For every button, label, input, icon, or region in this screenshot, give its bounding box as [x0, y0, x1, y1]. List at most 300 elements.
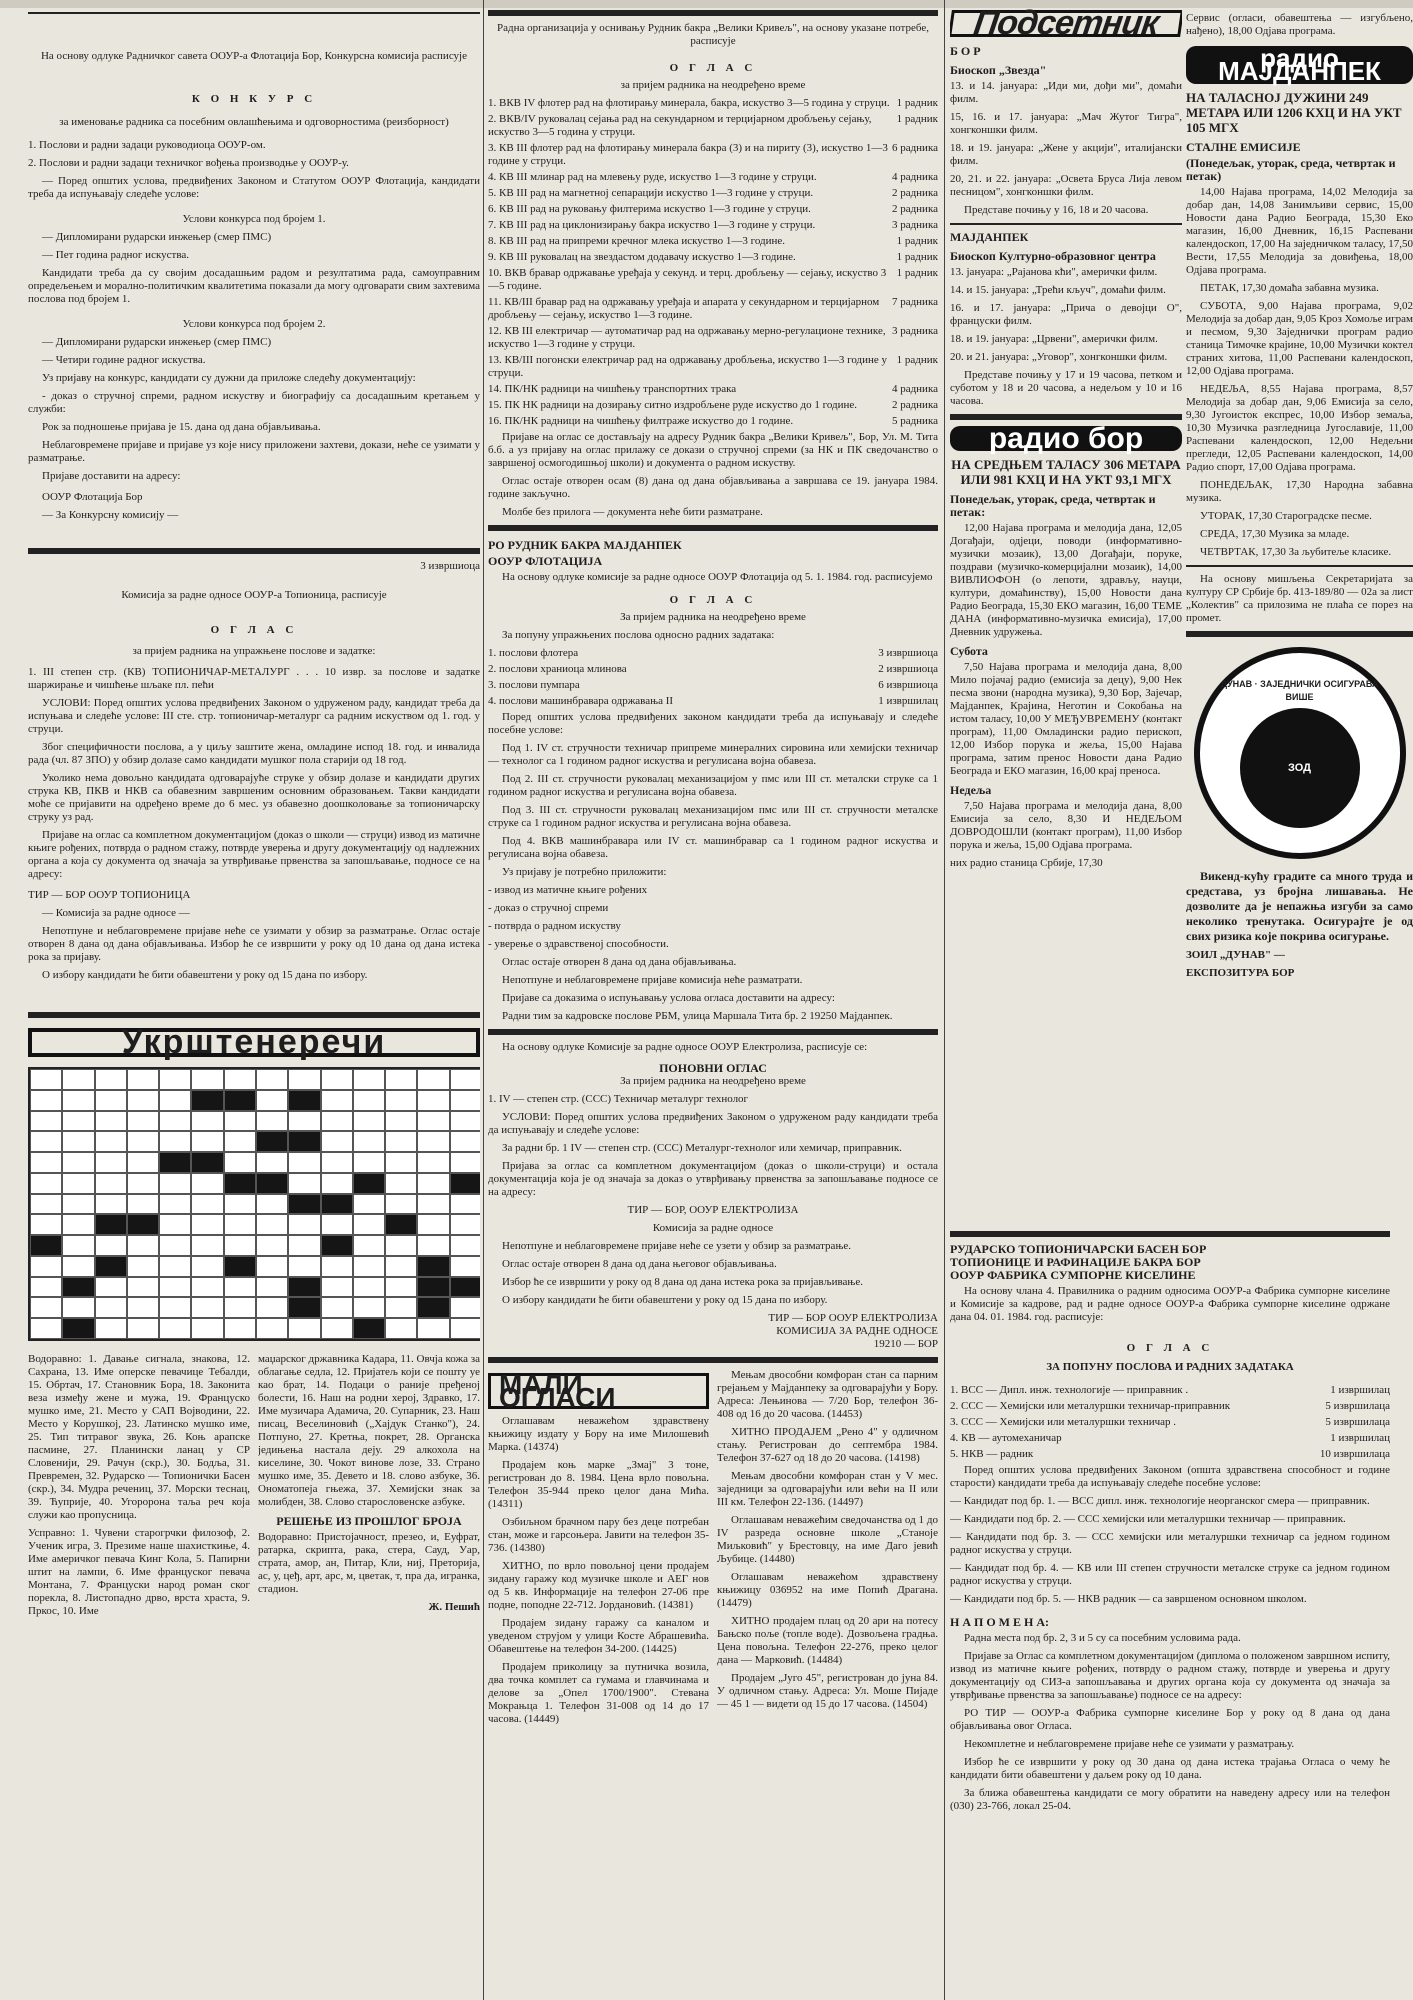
crossword-black-cell	[127, 1214, 159, 1235]
radio-majdanpek-logo: радио МАЈДАНПЕК	[1186, 46, 1413, 84]
crossword-cell	[288, 1256, 320, 1277]
position-row	[950, 1400, 1390, 1413]
position-count: 10 извршилаца	[1319, 1448, 1390, 1460]
classified-ad: Озбиљном брачном пару без деце потребан стан, може и гарсоњера. Јавити на телефон 35-736. (14380)	[488, 1516, 709, 1554]
konkurs-item-1: 1. Послови и радни задаци руководиоца ООУР-ом.	[28, 139, 266, 151]
sumporna-ad	[950, 1225, 1390, 1818]
nedelja-text: 7,50 Најава програма и мелодија дана, 8,00 Емисија за село, 8,30 И НЕДЕЉОМ ДОВРОДОШЛИ (контакт програм), 11,00 Избор порука и жеља, 15,00 Одјава програма.	[950, 800, 1182, 851]
elektroliza-sign-1: ТИР — БОР ООУР ЕЛЕКТРОЛИЗА	[768, 1312, 938, 1324]
rudnik-p1: Пријаве на оглас се достављају на адресу Рудник бакра „Велики Кривељ", Бор, Ул. М. Тита б.б. а уз пријаву на оглас прилажу се докази о стручној спреми (за НК и ПК сведочанство о завршеној осмогодишњој школи) и документа о радном искуству.	[488, 431, 938, 469]
position-row	[488, 415, 938, 428]
majdanpek-list-2: - потврда о радном искуству	[488, 920, 621, 932]
radio-top-text: Сервис (огласи, обавештења — изгубљено, нађено), 18,00 Одјава програма.	[1186, 12, 1413, 37]
crossword-cell	[30, 1214, 62, 1235]
crossword-cell	[321, 1069, 353, 1090]
utorak-text: УТОРАК, 17,30 Староградске песме.	[1200, 510, 1372, 522]
crossword-cell	[256, 1194, 288, 1215]
crossword-cell	[288, 1214, 320, 1235]
crossword-cell	[224, 1318, 256, 1339]
classifieds-left	[488, 1415, 709, 1726]
position-title: 11. КВ/III бравар рад на одржавању уређаја и апарата у секундарном и терцијарном дробљењу — сејању, искуство 1—3 године.	[488, 296, 880, 321]
crossword-cell	[256, 1297, 288, 1318]
position-count: 7 радника	[891, 296, 938, 308]
crossword-cell	[191, 1173, 223, 1194]
elektroliza-p1: УСЛОВИ: Поред општих услова предвиђених Законом о удруженом раду кандидати треба да испуњавају и следеће услове:	[488, 1111, 938, 1136]
crossword-cell	[288, 1152, 320, 1173]
crossword-black-cell	[191, 1152, 223, 1173]
subota-text: 7,50 Најава програма и мелодија дана, 8,00 Мило појачај радио (емисија за децу), 9,00 Нек песма звони (народна музика), 9,30 Бор, Зајечар, Мајданпек, Крајина, Неготин и Сокобања на истом таласу, 10,00 У МЕЂУВРЕМЕНУ (контакт програм), 11,00 Омладински радио перископ, 12,00 Избор порука и жеља, 15,00 Најава програма, затим пренос Новости дана Радио Београда и ЕКО магазин, 16,00 крај преноса.	[950, 661, 1182, 777]
crossword-cell	[256, 1277, 288, 1298]
radio-bor-logo: радио бор	[950, 426, 1182, 451]
position-title: 4. послови машинбравара одржавања II	[488, 695, 674, 707]
crossword-cell	[159, 1214, 191, 1235]
days-text: 14,00 Најава програма, 14,02 Мелодија за добар дан, 14,08 Занимљиви сервис, 15,00 Новости дана Радио Београда, 15,30 Еко магазин, 16,00 Дневник, 16,15 Распевани календоскоп, 17,00 На заједничком таласу, 17,50 Вести, 17,55 Мелодија за довиђења, 18,00 Одјава програма.	[1186, 186, 1413, 276]
majdanpek-p7: Оглас остаје отворен 8 дана од дана објављивања.	[502, 956, 737, 968]
crossword-cell	[127, 1277, 159, 1298]
position-count: 3 радника	[891, 219, 938, 231]
crossword-cell	[30, 1173, 62, 1194]
position-title: 1. ВКВ IV флотер рад на флотирању минерала, бакра, искуство 3—5 година у струци.	[488, 97, 890, 109]
crossword-cell	[224, 1131, 256, 1152]
zvezda-item: 13. и 14. јануара: „Иди ми, дођи ми", домаћи филм.	[950, 80, 1182, 105]
zvezda-item: Представе почињу у 16, 18 и 20 часова.	[964, 204, 1149, 216]
oglas2-p5: Непотпуне и неблаговремене пријаве неће се узимати у обзир за разматрање. Оглас остаје отворен 8 дана од дана објављивања. Избор ће се извршити у року од 10 дана од дана истека рока за пријаву.	[28, 925, 480, 963]
crossword-cell	[62, 1256, 94, 1277]
position-title: 6. КВ III рад на руковању филтерима искуство 1—3 године у струци.	[488, 203, 811, 215]
elektroliza-p3: Пријава за оглас са комплетном документацијом (доказ о школи-струци) и остала документација која је од значаја за доказ о утврђивању првенства за запошљавање подносе се на адресу:	[488, 1160, 938, 1198]
position-count: 1 извршилац	[1330, 1432, 1390, 1444]
position-count: 5 извршилаца	[1325, 1400, 1390, 1412]
zvezda-item: 15, 16. и 17. јануара: „Мач Жутог Тигра", хонгконшки филм.	[950, 111, 1182, 136]
elektroliza-signature	[488, 1312, 938, 1351]
podsetnik-logo: Подсетник	[950, 10, 1182, 37]
rudnik-title: О Г Л А С	[669, 62, 757, 74]
crossword-cell	[95, 1235, 127, 1256]
clues-across: Водоравно: 1. Давање сигнала, знакова, 12. Сахрана, 13. Име оперске певачице Тебалди, 15. Обртач, 17. Становник Бора, 18. Законита веза између жене и мужа, 19. Француско мушко име, 21. Место у САП Војводини, 22. Место у Корушкој, 23. Латинско мушко име, 25. Тип титравог звука, 26. Коњ арапске пасмине, 27. Планински ланац у СР Словенији, 29. Рачун (скр.), 30. Бодља, 31. Превремен, 32. Рударско — Топионички Басен (скр.), 34. Мудра речениц, 37. Морски теснац, 39. Ћуприје, 40. Угоророна таља реч која служи као пропусница.	[28, 1353, 250, 1521]
crossword-cell	[353, 1152, 385, 1173]
column-divider	[944, 0, 945, 2000]
majdanpek-p9: Пријаве са доказима о испуњавању услова огласа доставити на адресу:	[502, 992, 835, 1004]
crossword-cell	[417, 1194, 449, 1215]
position-title: 15. ПК НК радници на дозирању ситно издробљене руде искуство до 1 године.	[488, 399, 858, 411]
crossword-cell	[450, 1152, 480, 1173]
crossword-black-cell	[288, 1131, 320, 1152]
position-title: 2. ВКВ/IV руковалац сејања рад на секундарном и терцијарном дробљењу сејању, искуство 3—5 година у струци.	[488, 113, 872, 138]
position-row	[488, 142, 938, 168]
column-4	[1186, 0, 1413, 985]
classified-ad: Продајем „Југо 45", регистрован до јуна 84. У одличном стању. Адреса: Ул. Моше Пијаде — 45 1 — видети од 15 до 17 часова. (14504)	[717, 1672, 938, 1710]
sumporna-n2: Пријаве за Оглас са комплетном документацијом (диплома о положеном завршном испиту, извод из матичне књиге рођених, потврду о радном стажу, потврде и уверења и другу документацију од СИЗ-а запошљавања и других органа која су документа од значаја за утврђивање првенства за запошљавање) подносе се на адресу:	[950, 1650, 1390, 1701]
position-count: 3 радника	[891, 325, 938, 337]
position-row	[488, 251, 938, 264]
sumporna-p1: Поред општих услова предвиђених Законом (општа здравствена способност и године старости) кандидати треба да испуњавају следеће посебне услове:	[950, 1464, 1390, 1489]
crossword-cell	[95, 1131, 127, 1152]
majdanpek-p2: Под 1. IV ст. стручности техничар припреме минералних сировина или хемијски техничар — технолог са 1 годином радног искуства и регулисана војна обавеза.	[488, 742, 938, 767]
sumporna-title: О Г Л А С	[1126, 1342, 1214, 1354]
kulturni-item: 13. јануара: „Рајанова кћи", амерички филм.	[950, 266, 1158, 278]
position-title: 5. КВ III рад на магнетној сепарацији искуство 1—3 године у струци.	[488, 187, 814, 199]
crossword-cell	[321, 1318, 353, 1339]
position-count: 1 радник	[896, 251, 938, 263]
crossword-cell	[321, 1152, 353, 1173]
position-row	[488, 187, 938, 200]
position-count: 5 радника	[891, 415, 938, 427]
elektroliza-p5: Оглас остаје отворен 8 дана од дана његовог објављивања.	[502, 1258, 777, 1270]
position-title: 5. НКВ — радник	[950, 1448, 1034, 1460]
crossword-cell	[159, 1256, 191, 1277]
crossword-black-cell	[288, 1297, 320, 1318]
crossword-cell	[385, 1111, 417, 1132]
divider	[1186, 565, 1413, 567]
crossword-cell	[417, 1111, 449, 1132]
majdanpek-p10: Радни тим за кадровске послове РБМ, улица Маршала Тита бр. 2 19250 Мајданпек.	[502, 1010, 893, 1022]
position-count: 2 радника	[891, 203, 938, 215]
crossword-cell	[62, 1131, 94, 1152]
elektroliza-p2: За радни бр. 1 IV — степен стр. (ССС) Металург-технолог или хемичар, приправник.	[502, 1142, 902, 1154]
elektroliza-p6: Избор ће се извршити у року од 8 дана од дана истека рока за пријављивање.	[502, 1276, 864, 1288]
position-row	[488, 296, 938, 322]
konkurs-p1: — Поред општих услова, предвиђених Законом и Статутом ООУР Флотација, кандидати треба да испуњавају следеће услове:	[28, 175, 480, 200]
crossword-cell	[321, 1277, 353, 1298]
crossword-cell	[353, 1297, 385, 1318]
crossword-cell	[321, 1256, 353, 1277]
crossword-cell	[159, 1090, 191, 1111]
position-title: 3. КВ III флотер рад на флотирању минерала бакра (3) и на пириту (3), искуство 1—3 године у струци.	[488, 142, 888, 167]
crossword-cell	[450, 1297, 480, 1318]
kulturni-item: 16. и 17. јануара: „Прича о девојци О", француски филм.	[950, 302, 1182, 327]
position-row	[950, 1432, 1390, 1445]
majdanpek-list-3: - уверење о здравственој способности.	[488, 938, 669, 950]
crossword-cell	[321, 1111, 353, 1132]
position-count: 1 радник	[896, 113, 938, 125]
crossword-cell	[385, 1069, 417, 1090]
crossword-cell	[62, 1152, 94, 1173]
divider	[28, 548, 480, 554]
crossword-cell	[159, 1111, 191, 1132]
crossword-cell	[288, 1111, 320, 1132]
crossword-cell	[417, 1173, 449, 1194]
crossword-cell	[30, 1194, 62, 1215]
crossword-cell	[191, 1111, 223, 1132]
crossword-cell	[191, 1277, 223, 1298]
crossword-black-cell	[224, 1256, 256, 1277]
majdanpek-org2: ООУР ФЛОТАЦИЈА	[488, 554, 603, 568]
crossword-cell	[256, 1235, 288, 1256]
crossword-cell	[450, 1318, 480, 1339]
majdanpek-list-0: - извод из матичне књиге рођених	[488, 884, 648, 896]
crossword-cell	[127, 1173, 159, 1194]
dunav-text: Викенд-кућу градите са много труда и средстава, уз бројна лишавања. Не дозволите да је непажња изгуби за само неколико тренутака. Осигурајте је од свих ризика које покрива осигурање.	[1186, 869, 1413, 943]
elektroliza-p4: Непотпуне и неблаговремене пријаве неће се узети у обзир за разматрање.	[502, 1240, 852, 1252]
crossword-cell	[256, 1069, 288, 1090]
sumporna-subtitle: ЗА ПОПУНУ ПОСЛОВА И РАДНИХ ЗАДАТАКА	[1046, 1361, 1294, 1373]
crossword-cell	[450, 1214, 480, 1235]
crossword-cell	[95, 1111, 127, 1132]
classifieds	[488, 1369, 938, 1731]
crossword-black-cell	[321, 1194, 353, 1215]
crossword-cell	[159, 1318, 191, 1339]
crossword-cell	[353, 1069, 385, 1090]
sumporna-intro: На основу члана 4. Правилника о радним односима ООУР-а Фабрика сумпорне киселине и Комисије за кадрове, рад и радне односе ООУР-а Фабрика сумпорне киселине одржане дана 04. 01. 1984. год. расписује:	[950, 1285, 1390, 1323]
cond2-title: Услови конкурса под бројем 2.	[182, 318, 326, 330]
bor-heading: Б О Р	[950, 44, 981, 58]
crossword-cell	[353, 1194, 385, 1215]
classifieds-title: МАЛИ ОГЛАСИ	[488, 1373, 709, 1409]
position-title: 4. КВ — аутомеханичар	[950, 1432, 1062, 1444]
position-row	[950, 1416, 1390, 1429]
majdanpek-intro: На основу одлуке комисије за радне односе ООУР Флотација од 5. 1. 1984. год. расписујемо	[502, 571, 933, 583]
majdanpek-org1: РО РУДНИК БАКРА МАЈДАНПЕК	[488, 538, 682, 552]
crossword-cell	[159, 1235, 191, 1256]
position-count: 4 радника	[891, 383, 938, 395]
crossword-cell	[417, 1090, 449, 1111]
oglas2-title: О Г Л А С	[210, 624, 298, 636]
crossword-cell	[62, 1297, 94, 1318]
crossword-black-cell	[159, 1152, 191, 1173]
position-row	[488, 647, 938, 660]
oglas2-subtitle: за пријем радника на упражњене послове и задатке:	[132, 645, 376, 657]
sumporna-cond: — Кандидати под бр. 3. — ССС хемијски или металуршки техничар са једном годином радног искуства у струци.	[950, 1531, 1390, 1556]
position-count: 2 радника	[891, 399, 938, 411]
zvezda-item: 20, 21. и 22. јануара: „Освета Бруса Лија левом песницом", хонгконшки филм.	[950, 173, 1182, 198]
crossword-cell	[256, 1090, 288, 1111]
majdanpek-p1: Поред општих услова предвиђених законом кандидати треба да испуњавају и следеће посебне услове:	[488, 711, 938, 736]
crossword-cell	[256, 1152, 288, 1173]
divider	[950, 414, 1182, 420]
crossword-cell	[127, 1152, 159, 1173]
divider	[950, 1231, 1390, 1237]
crossword-cell	[30, 1277, 62, 1298]
rudnik-p3: Молбе без прилога — документа неће бити разматране.	[502, 506, 763, 518]
crossword-cell	[450, 1235, 480, 1256]
position-title: 3. ССС — Хемијски или металуршки техничар .	[950, 1416, 1177, 1428]
crossword-cell	[62, 1235, 94, 1256]
crossword-black-cell	[417, 1277, 449, 1298]
oglas2-address-b: — Комисија за радне односе —	[42, 907, 190, 919]
subota-heading: Субота	[950, 644, 988, 658]
crossword-cell	[62, 1214, 94, 1235]
crossword-cell	[450, 1256, 480, 1277]
radio-bor-freq: НА СРЕДЊЕМ ТАЛАСУ 306 МЕТАРА ИЛИ 981 КХЦ И НА УКТ 93,1 МГХ	[951, 457, 1181, 487]
crossword-cell	[321, 1131, 353, 1152]
crossword-cell	[159, 1131, 191, 1152]
elektroliza-title: ПОНОВНИ ОГЛАС	[659, 1061, 767, 1075]
crossword-black-cell	[288, 1090, 320, 1111]
sumporna-n1: Радна места под бр. 2, 3 и 5 су са посебним условима рада.	[964, 1632, 1241, 1644]
weekday-text: 12,00 Најава програма и мелодија дана, 12,05 Догађаји, одјеци, поводи (информативно-музички мозаик), 13,00 Догађаји, поруке, поздрави (музичко-комерцијални мозаик), 14,00 ВИВЛИОФОН (о лепоти, здрављу, науци, култури, домаћинству), 15,00 Новости дана Радио Београда, 15,30 ЕКО магазин, 16,00 ТЕМЕ ДАНА (информативно-музичка емисија), 17,00 Дневник удружења.	[950, 522, 1182, 638]
majdanpek-p3: Под 2. III ст. стручности руковалац механизацијом у пмс или III ст. металски струке са 1 годином радног искуства и регулисана војна обавеза.	[488, 773, 938, 798]
crossword-cell	[95, 1069, 127, 1090]
kulturni-item: 14. и 15. јануара: „Трећи кључ", домаћи филм.	[950, 284, 1166, 296]
tax-note: На основу мишљења Секретаријата за културу СР Србије бр. 413-189/80 — 02а за лист „Колектив" са прилозима не плаћа се порез на промет.	[1186, 573, 1413, 624]
dunav-logo	[1194, 647, 1406, 859]
position-row	[488, 325, 938, 351]
zvezda-item: 18. и 19. јануара: „Жене у акцији", италијански филм.	[950, 142, 1182, 167]
oglas2-uslovi: УСЛОВИ: Поред општих услова предвиђених Законом о удруженом раду, кандидат треба да испуњава и следеће услове: III сте. стр. топионичар-металург са радним искуством од 1. год. у струци.	[28, 697, 480, 735]
crossword-cell	[127, 1256, 159, 1277]
crossword-cell	[224, 1111, 256, 1132]
sumporna-positions	[950, 1384, 1390, 1461]
crossword-cell	[30, 1152, 62, 1173]
crossword-cell	[321, 1173, 353, 1194]
crossword-cell	[191, 1214, 223, 1235]
position-count: 1 радник	[896, 235, 938, 247]
crossword-black-cell	[224, 1173, 256, 1194]
position-title: 2. ССС — Хемијски или металуршки техничар-приправник	[950, 1400, 1231, 1412]
position-title: 9. КВ III руковалац на звездастом додавачу искуство 1—3 године.	[488, 251, 796, 263]
petak-text: ПЕТАК, 17,30 домаћа забавна музика.	[1200, 282, 1379, 294]
crossword-black-cell	[417, 1256, 449, 1277]
crossword-cell	[62, 1111, 94, 1132]
position-count: 1 извршилац	[1330, 1384, 1390, 1396]
position-row	[488, 97, 938, 110]
crossword-black-cell	[417, 1297, 449, 1318]
dunav-logo-ring: ДУНАВ · ЗАЈЕДНИЧКИ ОСИГУРАВА ВИШЕ	[1220, 679, 1379, 702]
konkurs-address-a: ООУР Флотација Бор	[42, 491, 143, 503]
position-title: 1. ВСС — Дипл. инж. технологије — приправник .	[950, 1384, 1189, 1396]
position-title: 12. КВ III електричар — аутоматичар рад на одржавању мерно-регулационе технике, искуство 1—3 године у струци.	[488, 325, 886, 350]
column-divider	[483, 0, 484, 2000]
crossword-black-cell	[353, 1173, 385, 1194]
crossword-cell	[256, 1256, 288, 1277]
crossword-cell	[127, 1090, 159, 1111]
crossword-cell	[353, 1235, 385, 1256]
position-row	[488, 679, 938, 692]
oglas2-item: 1. III степен стр. (КВ) ТОПИОНИЧАР-МЕТАЛУРГ . . . 10 извр. за послове и задатке шаржирање и чишћење шљаке пл. пећи	[28, 666, 480, 691]
classified-ad: Продајем приколицу за путничка возила, два точка комплет са гумама и главчинама и делове за „Опел 1700/1900". Стевана Мокрањца 1. Телефон 31-008 од 14 до 17 часова. (14449)	[488, 1661, 709, 1725]
crossword-cell	[224, 1214, 256, 1235]
konkurs-address-lead: Пријаве доставити на адресу:	[42, 470, 181, 482]
divider	[488, 525, 938, 531]
dunav-sign-1: ЗОИЛ „ДУНАВ" —	[1186, 949, 1285, 961]
crossword-cell	[95, 1277, 127, 1298]
crossword-cell	[95, 1090, 127, 1111]
position-row	[488, 235, 938, 248]
rudnik-positions	[488, 97, 938, 428]
crossword-black-cell	[224, 1090, 256, 1111]
majdanpek-p8: Непотпуне и неблаговремене пријаве комисија неће разматрати.	[502, 974, 803, 986]
crossword-cell	[159, 1277, 191, 1298]
position-row	[950, 1448, 1390, 1461]
elektroliza-sign-3: 19210 — БОР	[873, 1338, 938, 1350]
position-count: 4 радника	[891, 171, 938, 183]
majdanpek-p5: Под 4. ВКВ машинбравара или IV ст. машинбравар са 1 годином радног искуства и регулисана војна обавеза.	[488, 835, 938, 860]
crossword-cell	[256, 1111, 288, 1132]
sumporna-napomena: Н А П О М Е Н А:	[950, 1615, 1049, 1629]
position-count: 6 извршиоца	[878, 679, 938, 691]
crossword-cell	[417, 1131, 449, 1152]
classifieds-right	[717, 1369, 938, 1731]
position-count: 2 радника	[891, 187, 938, 199]
crossword-cell	[417, 1069, 449, 1090]
days-heading: (Понедељак, уторак, среда, четвртак и петак)	[1186, 156, 1396, 183]
majdanpek-title: О Г Л А С	[669, 594, 757, 606]
position-title: 8. КВ III рад на припреми кречног млека искуство 1—3 године.	[488, 235, 786, 247]
radio-majdanpek-freq: НА ТАЛАСНОЈ ДУЖИНИ 249 МЕТАРА ИЛИ 1206 КХЦ И НА УКТ 105 МГХ	[1186, 90, 1402, 135]
sumporna-org1: РУДАРСКО ТОПИОНИЧАРСКИ БАСЕН БОР	[950, 1242, 1207, 1256]
position-count: 2 извршиоца	[878, 663, 938, 675]
majdanpek-list-1: - доказ о стручној спреми	[488, 902, 609, 914]
cond1-c: Кандидати треба да су својим досадашњим радом и резултатима рада, самоуправним опредељењем и морално-политичким квалитетима показали да могу одговарати свим захтевима послова под бројем 1.	[28, 267, 480, 305]
crossword-cell	[353, 1111, 385, 1132]
solution-title: РЕШЕЊЕ ИЗ ПРОШЛОГ БРОЈА	[276, 1514, 462, 1528]
divider	[28, 1012, 480, 1018]
kulturni-heading: Биоскоп Културно-образовног центра	[950, 249, 1156, 263]
rudnik-p2: Оглас остаје отворен осам (8) дана од дана објављивања а завршава се 19. јануара 1984. године закључно.	[488, 475, 938, 500]
crossword-title: Укрштенеречи	[28, 1028, 480, 1057]
position-row	[488, 113, 938, 139]
crossword-cell	[30, 1256, 62, 1277]
sumporna-cond: — Кандидати под бр. 2. — ССС хемијски или металуршки техничар — приправник.	[950, 1513, 1346, 1525]
classified-ad: Продајем коњ марке „Змај" 3 тоне, регистрован до 8. 1984. Цена врло повољна. Телефон 35-944 преко целог дана Мића. (14311)	[488, 1459, 709, 1510]
crossword-cell	[385, 1194, 417, 1215]
crossword-cell	[385, 1277, 417, 1298]
cetvrtak-text: ЧЕТВРТАК, 17,30 За љубитеље класике.	[1200, 546, 1392, 558]
position-count: 3 извршиоца	[878, 647, 938, 659]
majdanpek-lead: За попуну упражњених послова односно радних задатака:	[502, 629, 775, 641]
clues-across-cont: маџарског државника Кадара, 11. Овчја кожа за облагање седла, 12. Пријатељ који се пошту уе као брат, 14. Подаци о раније пређеној болести, 16. Наш на родни херој, Здравко, 17. Име музичара Адамича, 20. Супарник, 23. Наш писац, Веселиновић („Хајдук Станко"), 24. Потпуно, 27. Кретња, покрет, 28. Органска једињења настала деју. 29 алкохола на киселине, 30. Чокот винове лозе, 33. Страно мушко име, 35. Девето и 18. слово азбуке, 36. Ономатопеја гњежа, 37. Хемијски знак за молибден, 38. Слово старословенске азбуке.	[258, 1353, 480, 1508]
crossword-cell	[385, 1297, 417, 1318]
position-count: 1 радник	[896, 267, 938, 279]
crossword-cell	[288, 1173, 320, 1194]
crossword-cell	[30, 1297, 62, 1318]
kulturni-item: 20. и 21. јануара: „Уговор", хонгконшки филм.	[950, 351, 1168, 363]
crossword-black-cell	[95, 1256, 127, 1277]
crossword-cell	[353, 1256, 385, 1277]
crossword-cell	[30, 1111, 62, 1132]
crossword-cell	[159, 1069, 191, 1090]
konkurs-intro: На основу одлуке Радничког савета ООУР-а Флотација Бор, Конкурсна комисија расписује	[40, 50, 467, 62]
crossword-cell	[191, 1194, 223, 1215]
position-title: 14. ПК/НК радници на чишћењу транспортних трака	[488, 383, 737, 395]
crossword-cell	[191, 1297, 223, 1318]
position-row	[488, 399, 938, 412]
crossword-cell	[159, 1194, 191, 1215]
crossword-cell	[127, 1318, 159, 1339]
classified-ad: Продајем зидану гаражу са каналом и уведеном струјом у улици Косте Абрашевића. Обавештење на телефон 34-200. (14425)	[488, 1617, 709, 1655]
konkurs-title: К О Н К У Р С	[191, 93, 317, 105]
divider	[488, 1357, 938, 1363]
crossword-cell	[353, 1277, 385, 1298]
oglas2-p4: Пријаве на оглас са комплетном документацијом (доказ о школи — струци) извод из матичне књиге рођених, потврда о радном стажу, потврде уверења и другу документацију од надлежних органа а која су документа од значаја за утврђивање првенства за запошљавање, подносе се на адресу:	[28, 829, 480, 880]
crossword-cell	[30, 1069, 62, 1090]
crossword-cell	[385, 1235, 417, 1256]
crossword-author: Ж. Пешић	[428, 1601, 480, 1613]
crossword-cell	[321, 1090, 353, 1111]
crossword-cell	[450, 1090, 480, 1111]
majdanpek-positions	[488, 647, 938, 708]
classified-ad: Оглашавам неважећим сведочанства од 1 до IV разреда основне школе „Станоје Миљковић" у Брестовцу, на име Даго јевић Љубице. (14480)	[717, 1514, 938, 1565]
classified-ad: ХИТНО, по врло повољној цени продајем зидану гаражу код музичке школе и АЕГ нов од 5 кв. Информације на телефон 27-06 пре подне, поподне 22-712. Јордановић. (14381)	[488, 1560, 709, 1611]
kulturni-item: Представе почињу у 17 и 19 часова, петком и суботом у 18 и 20 часова, а недељом у 10 и 16 часова.	[950, 369, 1182, 407]
crossword-black-cell	[256, 1173, 288, 1194]
elektroliza-item: 1. IV — степен стр. (ССС) Техничар металург технолог	[488, 1093, 749, 1105]
crossword-cell	[62, 1090, 94, 1111]
crossword-black-cell	[450, 1173, 480, 1194]
konkurs-address-b: — За Конкурсну комисију —	[42, 509, 179, 521]
crossword-cell	[30, 1131, 62, 1152]
crossword-cell	[224, 1235, 256, 1256]
crossword-cell	[385, 1318, 417, 1339]
crossword-cell	[353, 1131, 385, 1152]
crossword-black-cell	[62, 1277, 94, 1298]
konkurs-deadline: Рок за подношење пријава је 15. дана од дана објављивања.	[42, 421, 321, 433]
position-row	[950, 1384, 1390, 1397]
kulturni-item: 18. и 19. јануара: „Црвени", амерички филм.	[950, 333, 1158, 345]
cond1-b: — Пет година радног искуства.	[42, 249, 190, 261]
divider	[488, 1029, 938, 1035]
zvezda-heading: Биоскоп „Звезда"	[950, 63, 1047, 77]
